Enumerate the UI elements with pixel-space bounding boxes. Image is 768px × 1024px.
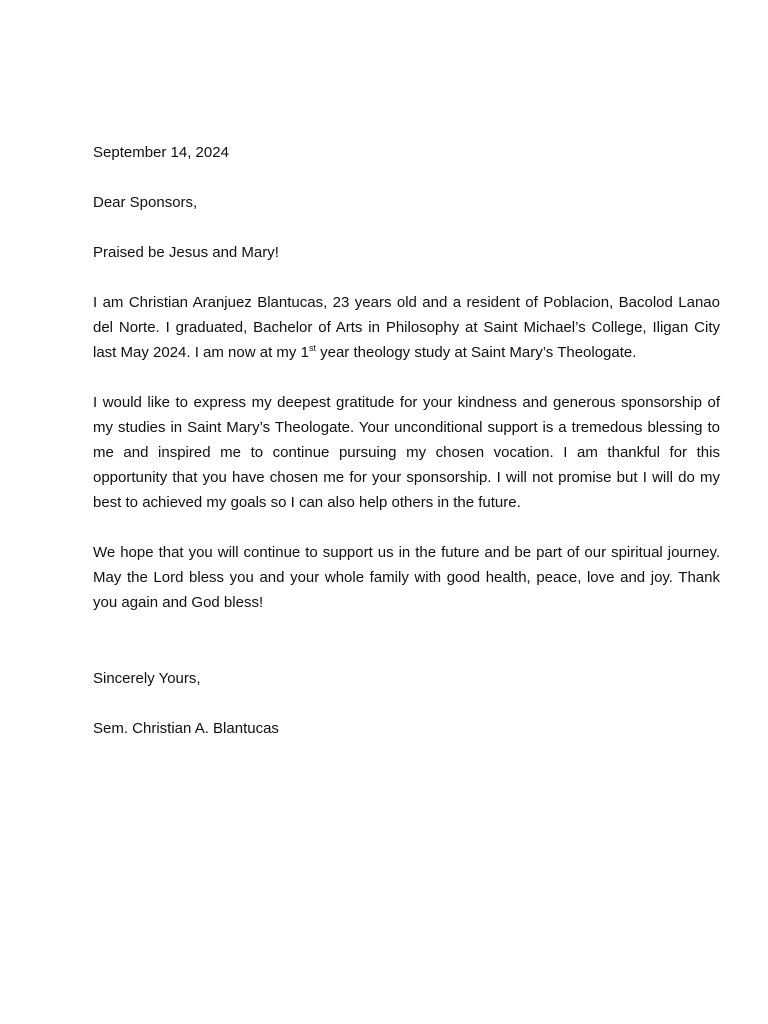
- ordinal-suffix: st: [308, 343, 316, 353]
- letter-date: September 14, 2024: [93, 144, 229, 161]
- letter-body: [93, 140, 720, 741]
- intro-text-after-ordinal: year theology study at Saint Mary’s Theologate.: [315, 344, 637, 361]
- complimentary-closing: Sincerely Yours,: [93, 670, 201, 687]
- paragraph-closing-wishes: We hope that you will continue to support us in the future and be part of our spiritual journey. May the Lord bless you and your whole family with good health, peace, love and joy. Thank you again and God bless!: [93, 544, 720, 611]
- greeting: Praised be Jesus and Mary!: [93, 244, 279, 261]
- paragraph-gratitude: I would like to express my deepest gratitude for your kindness and generous sponsorship of my studies in Saint Mary’s Theologate. Your unconditional support is a tremedous blessing to me and inspired me to continue pursuing my chosen vocation. I am thankful for this opportunity that you have chosen me for your sponsorship. I will not promise but I will do my best to achieved my goals so I can also help others in the future.: [93, 394, 720, 511]
- paragraph-introduction: [93, 290, 720, 365]
- salutation: Dear Sponsors,: [93, 194, 198, 211]
- signature-name: Sem. Christian A. Blantucas: [93, 720, 279, 737]
- intro-text-before-ordinal: I am Christian Aranjuez Blantucas, 23 years old and a resident of Poblacion, Bacolod Lanao del Norte. I graduated, Bachelor of Arts in Philosophy at Saint Michael’s College, Iligan City last May 2024. I am now at my 1: [93, 294, 720, 361]
